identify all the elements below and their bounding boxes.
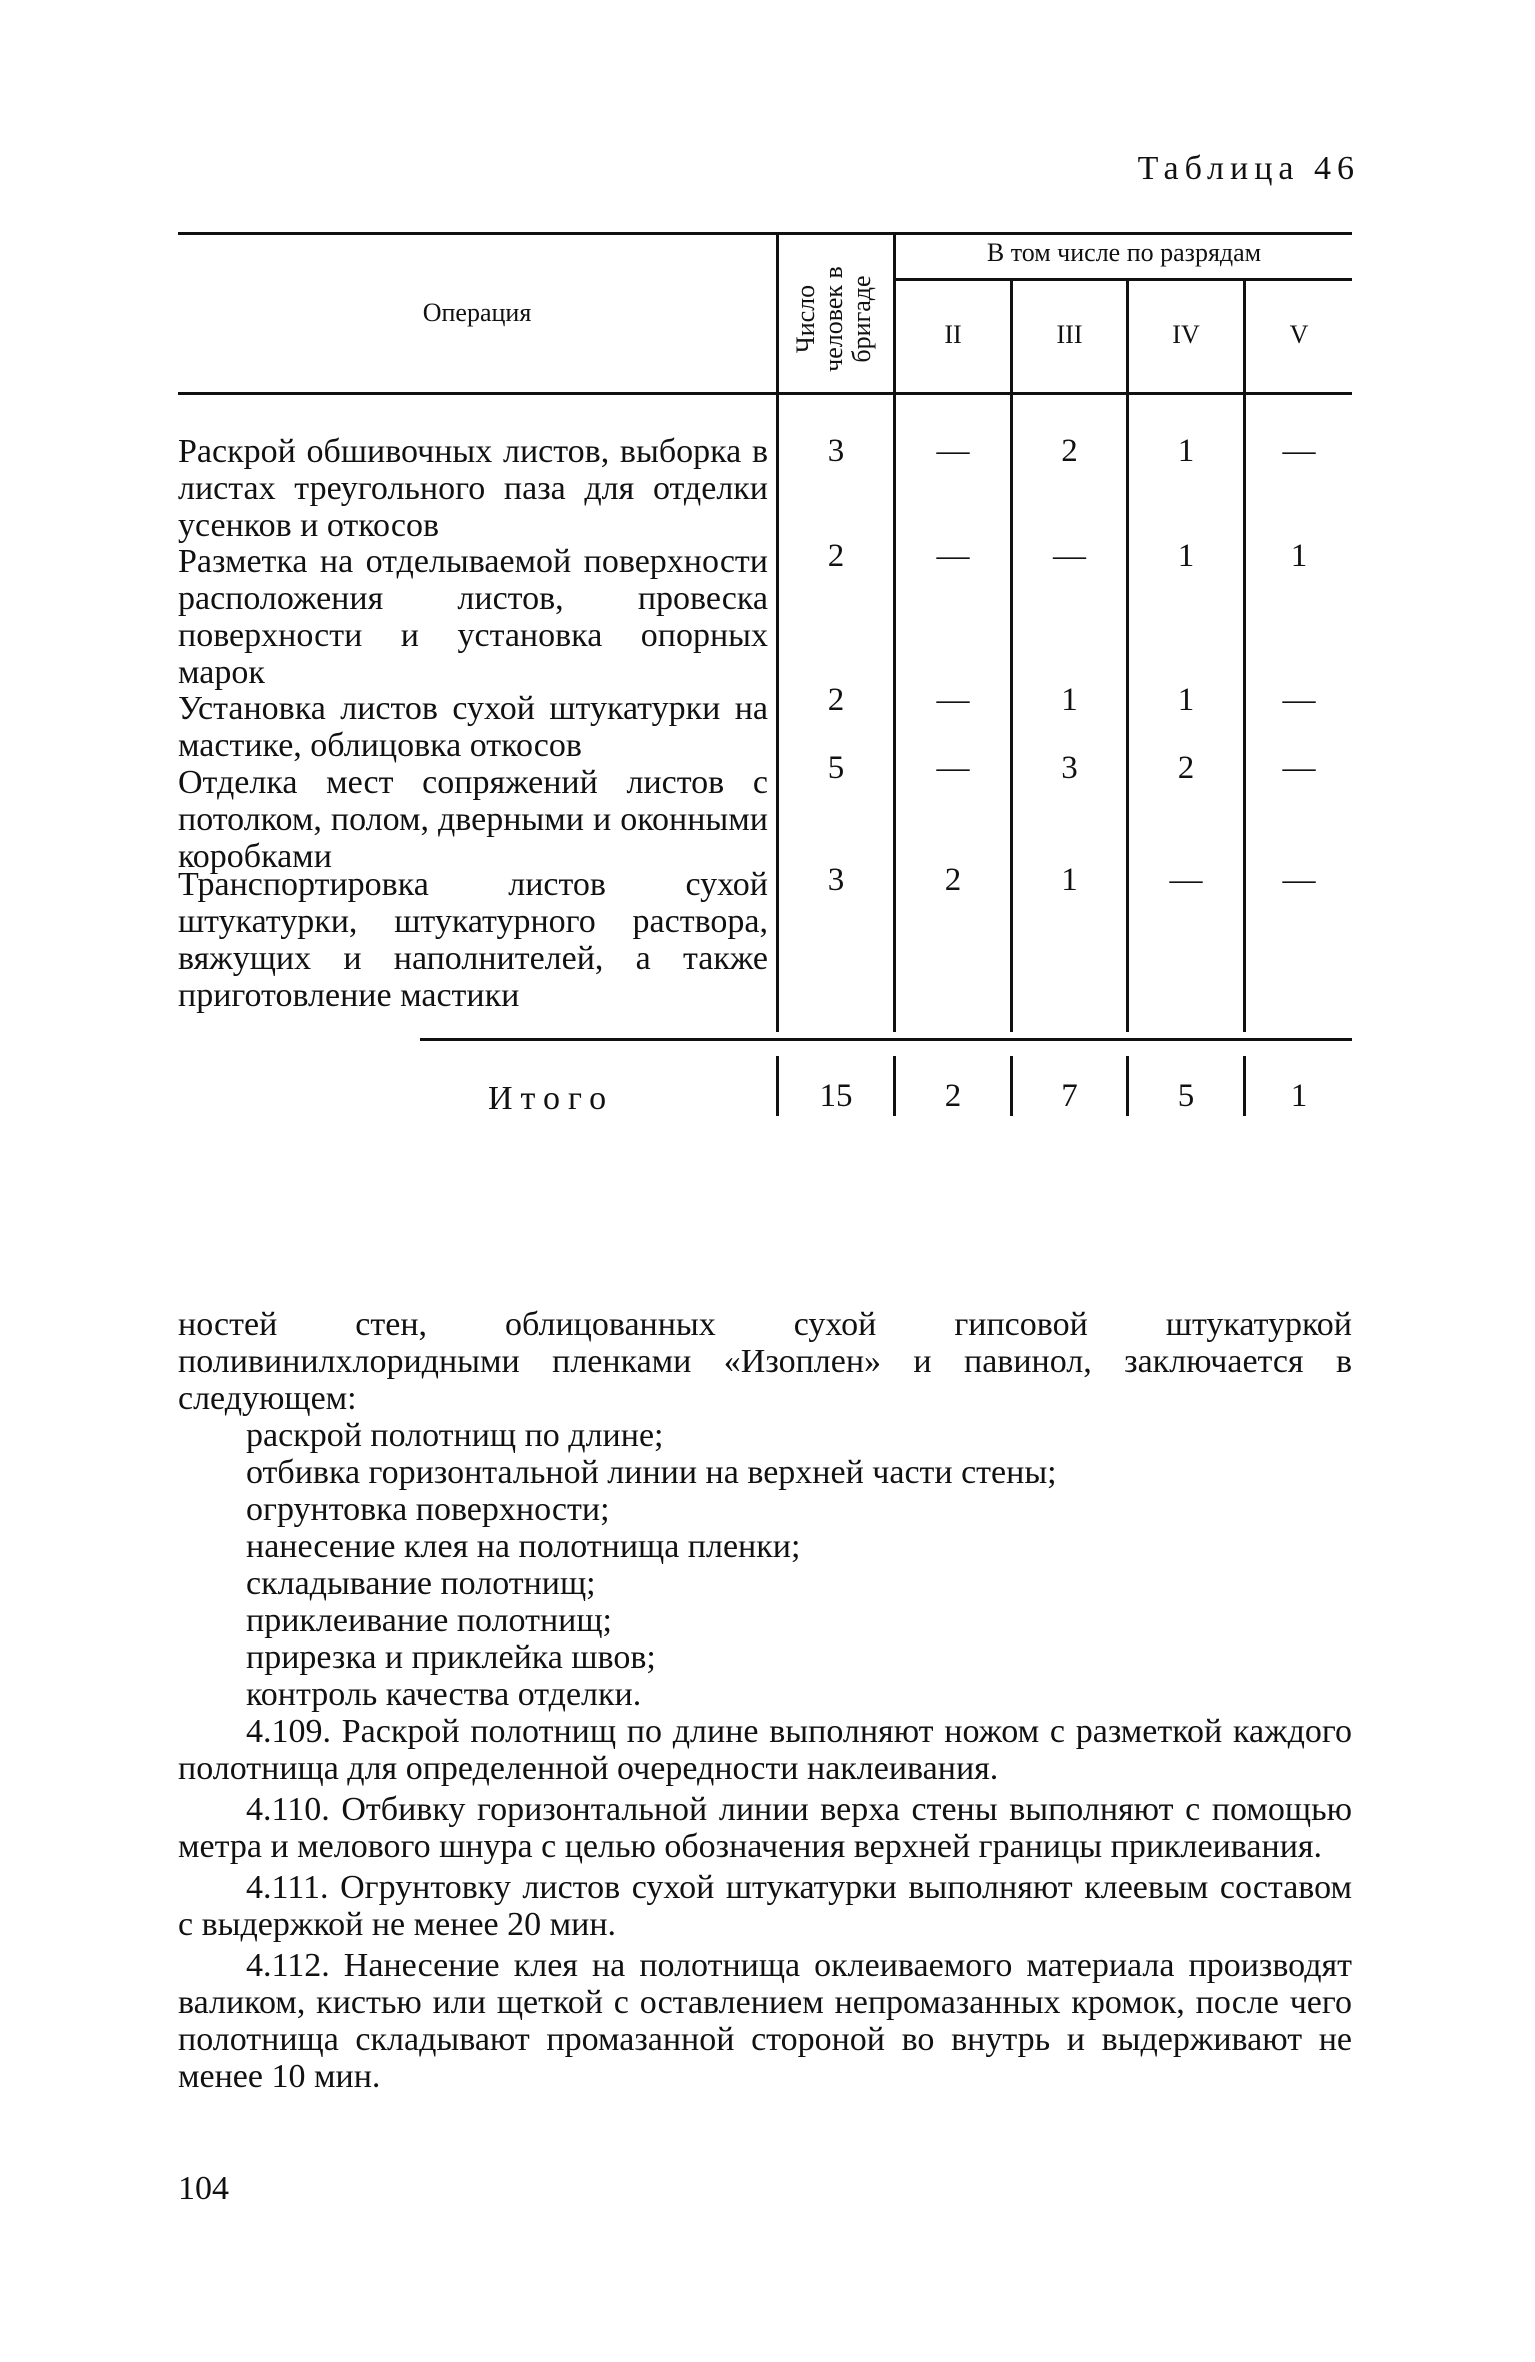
row-5-operation: Транспортировка листов сухой штукатурки, штукатурного раствора, вяжущих и наполнителей, а также приготовление мастики xyxy=(178,866,768,1014)
totals-label: Итого xyxy=(488,1080,615,1117)
col-divider-4 xyxy=(1126,278,1129,1032)
table-caption: Таблица 46 xyxy=(1137,150,1360,187)
row-5-g4: — xyxy=(1169,862,1203,898)
table-top-rule xyxy=(178,232,1352,235)
work-steps-list xyxy=(178,1417,1352,1713)
totals-top-rule xyxy=(420,1038,1352,1041)
col-divider-5 xyxy=(1243,278,1246,1032)
row-4-total: 5 xyxy=(827,750,845,786)
list-item: раскрой полотнищ по длине; xyxy=(246,1417,664,1454)
paragraph-4-111: 4.111. Огрунтовку листов сухой штукатурки выполняют клеевым составом с выдержкой не менее 20 мин. xyxy=(178,1869,1352,1943)
row-1-g4: 1 xyxy=(1177,433,1195,469)
header-people-count xyxy=(779,244,889,394)
header-people-count-text: Число человек в бригаде xyxy=(791,266,876,372)
row-2-g2: — xyxy=(936,538,970,574)
row-2-g5: 1 xyxy=(1290,538,1308,574)
row-5-g2: 2 xyxy=(944,862,962,898)
list-item: огрунтовка поверхности; xyxy=(246,1491,610,1528)
row-3-g3: 1 xyxy=(1061,682,1078,718)
totals-g2: 2 xyxy=(944,1078,962,1114)
intro-paragraph: ностей стен, облицованных сухой гипсовой штукатуркой поливинилхлоридными пленками «Изоплен» и павинол, заключается в следующем: xyxy=(178,1306,1352,1417)
row-3-total: 2 xyxy=(827,682,845,718)
col-divider-3 xyxy=(1010,278,1013,1032)
row-3-g4: 1 xyxy=(1177,682,1195,718)
row-4-g5: — xyxy=(1282,750,1316,786)
list-item: контроль качества отделки. xyxy=(246,1676,642,1713)
list-item: приклеивание полотнищ; xyxy=(246,1602,612,1639)
totals-total: 15 xyxy=(819,1078,853,1114)
list-item: складывание полотнищ; xyxy=(246,1565,596,1602)
row-2-g3: — xyxy=(1053,538,1086,574)
row-3-operation: Установка листов сухой штукатурки на мастике, облицовка откосов xyxy=(178,690,768,764)
row-4-g2: — xyxy=(936,750,970,786)
header-operation: Операция xyxy=(422,298,532,327)
list-item: отбивка горизонтальной линии на верхней части стены; xyxy=(246,1454,1057,1491)
col-divider-2 xyxy=(893,232,896,1032)
header-grade-iv: IV xyxy=(1172,320,1200,349)
row-1-g2: — xyxy=(936,433,970,469)
totals-g4: 5 xyxy=(1177,1078,1195,1114)
row-4-operation: Отделка мест сопряжений листов с потолком, полом, дверными и оконными коробками xyxy=(178,764,768,875)
row-1-total: 3 xyxy=(827,433,845,469)
paragraph-4-110: 4.110. Отбивку горизонтальной линии верха стены выполняют с помощью метра и мелового шнура с целью обозначения верхней границы приклеивания. xyxy=(178,1791,1352,1865)
row-5-total: 3 xyxy=(827,862,845,898)
paragraph-4-109: 4.109. Раскрой полотнищ по длине выполняют ножом с разметкой каждого полотнища для определенной очередности наклеивания. xyxy=(178,1713,1352,1787)
list-item: прирезка и приклейка швов; xyxy=(246,1639,656,1676)
row-2-total: 2 xyxy=(827,538,845,574)
totals-g3: 7 xyxy=(1061,1078,1078,1114)
row-4-g3: 3 xyxy=(1061,750,1078,786)
paragraph-4-112: 4.112. Нанесение клея на полотнища оклеиваемого материала производят валиком, кистью или щеткой с оставлением непромазанных кромок, после чего полотнища складывают промазанной стороной во внутрь и выдерживают не менее 10 мин. xyxy=(178,1947,1352,2095)
row-4-g4: 2 xyxy=(1177,750,1195,786)
row-5-g3: 1 xyxy=(1061,862,1078,898)
header-by-grades: В том числе по разрядам xyxy=(986,238,1262,267)
header-grade-v: V xyxy=(1289,320,1309,349)
row-1-operation: Раскрой обшивочных листов, выборка в листах треугольного паза для отделки усенков и откосов xyxy=(178,433,768,544)
row-3-g2: — xyxy=(936,682,970,718)
row-1-g3: 2 xyxy=(1061,433,1078,469)
row-2-g4: 1 xyxy=(1177,538,1195,574)
body-text xyxy=(178,1306,1352,2099)
row-5-g5: — xyxy=(1282,862,1316,898)
header-grade-ii: II xyxy=(944,320,962,349)
row-2-operation: Разметка на отделываемой поверхности расположения листов, провеска поверхности и установка опорных марок xyxy=(178,543,768,691)
totals-g5: 1 xyxy=(1290,1078,1308,1114)
header-bottom-rule xyxy=(178,392,1352,395)
list-item: нанесение клея на полотнища пленки; xyxy=(246,1528,801,1565)
page-number: 104 xyxy=(178,2170,229,2207)
header-grade-iii: III xyxy=(1056,320,1083,349)
grades-subheader-rule xyxy=(896,278,1352,281)
row-1-g5: — xyxy=(1282,433,1316,469)
row-3-g5: — xyxy=(1282,682,1316,718)
